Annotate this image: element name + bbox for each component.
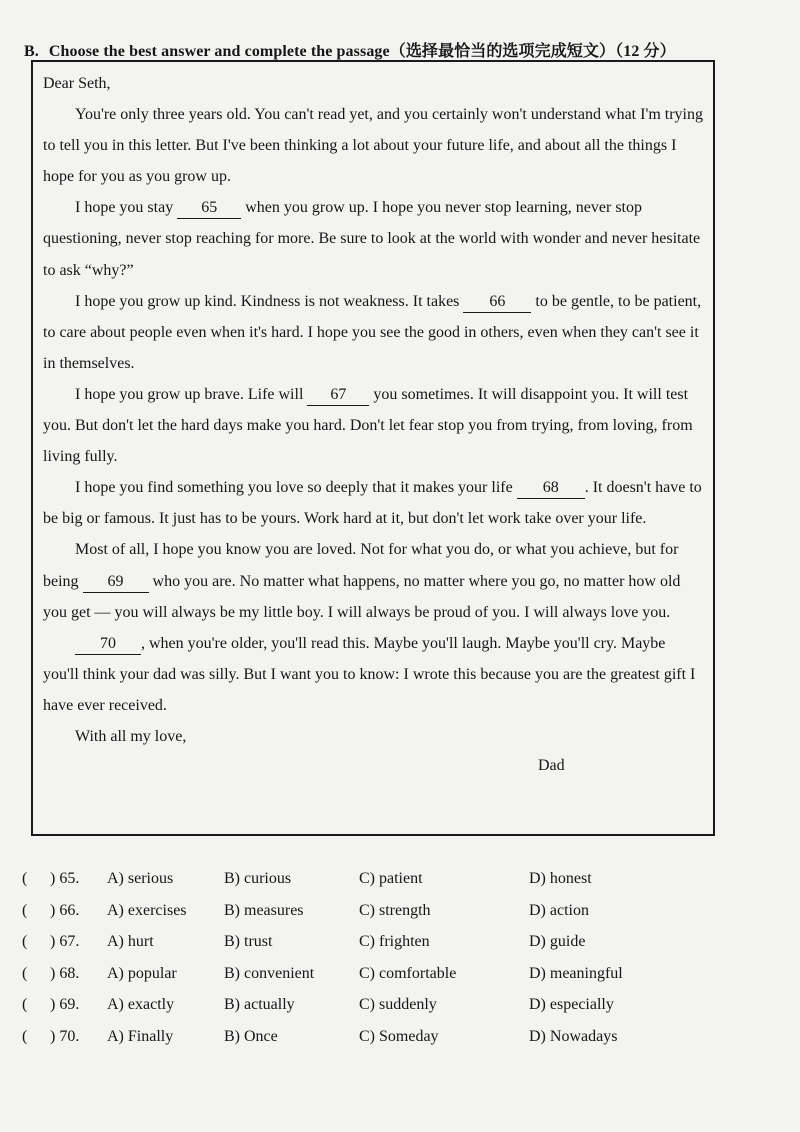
option-c: C) strength [359,901,431,919]
question-number: ) 70. [50,1027,80,1045]
paragraph-2 [43,192,705,285]
paragraph-6 [43,534,705,627]
option-a: A) Finally [107,1027,174,1045]
paragraph-1: You're only three years old. You can't read yet, and you certainly won't understand what I'm trying to tell you in this letter. But I've been thinking a lot about your future life, and about all the things I hope for you as you grow up. [43,106,703,186]
option-b: B) convenient [224,964,315,982]
section-heading [24,38,784,61]
letter-greeting: Dear Seth, [43,75,111,92]
option-d: D) Nowadays [529,1027,618,1045]
option-d: D) guide [529,933,586,951]
option-c: C) comfortable [359,964,457,982]
question-number: ) 66. [50,901,80,919]
option-b: B) Once [224,1027,278,1045]
option-d: D) action [529,901,589,919]
option-b: B) curious [224,870,292,887]
question-number: ) 67. [50,933,80,951]
option-d: D) honest [529,870,592,887]
option-a: A) exactly [107,996,175,1014]
question-row [22,996,782,1028]
blank-69: 69 [83,572,149,593]
letter-box [31,60,715,836]
paragraph-text: I hope you grow up brave. Life will [75,385,308,403]
answer-paren-open: ( [22,901,28,919]
letter-closing: With all my love, [75,727,187,745]
question-row [22,965,782,997]
option-a: A) exercises [107,901,187,919]
paragraph-3 [43,286,705,379]
paragraph-text: I hope you stay [75,199,178,217]
question-row [22,1028,782,1060]
blank-68: 68 [517,478,585,499]
answer-paren-open: ( [22,933,28,951]
answer-paren-open: ( [22,870,28,887]
section-label: B. [24,43,39,60]
answer-paren-open: ( [22,964,28,982]
paragraph-text: when you grow up. I hope you never stop learning, never stop questioning, never stop reaching for more. Be sure to look at the world with wonder and never hesitate to ask “why?” [43,199,701,279]
paragraph-text: I hope you find something you love so deeply that it makes your life [75,479,517,497]
option-d: D) especially [529,996,614,1014]
blank-66: 66 [463,292,531,313]
option-c: C) patient [359,870,423,887]
letter-content [43,68,705,781]
paragraph-5 [43,472,705,534]
paragraph-4 [43,379,705,472]
paragraph-7 [43,628,705,721]
answer-paren-open: ( [22,996,28,1014]
paragraph-text: I hope you grow up kind. Kindness is not weakness. It takes [75,292,464,310]
paragraph-text: . It doesn't have to be big or famous. It just has to be yours. Work hard at it, but don't let work take over your life. [43,479,702,528]
question-number: ) 68. [50,964,80,982]
option-c: C) suddenly [359,996,437,1014]
answer-paren-open: ( [22,1027,28,1045]
option-a: A) serious [107,870,174,887]
letter-signature: Dad [538,757,565,775]
paragraph-text: Most of all, I hope you know you are loved. Not for what you do, or what you achieve, but for being [43,541,679,590]
option-a: A) popular [107,964,177,982]
paragraph-text: who you are. No matter what happens, no matter where you go, no matter how old you get — you will always be my little boy. I will always be proud of you. I will always love you. [43,572,681,621]
option-b: B) trust [224,933,273,951]
paragraph-text: to be gentle, to be patient, to care about people even when it's hard. I hope you see the good in others, even when they can't see it in themselves. [43,292,702,372]
option-d: D) meaningful [529,964,623,982]
question-number: ) 69. [50,996,80,1014]
paragraph-text: , when you're older, you'll read this. Maybe you'll laugh. Maybe you'll cry. Maybe you'll think your dad was silly. But I want you to know: I wrote this because you are the greatest gift I have ever received. [43,634,696,714]
question-row [22,902,782,934]
option-c: C) Someday [359,1027,439,1045]
option-b: B) actually [224,996,295,1014]
blank-65: 65 [177,198,241,219]
blank-67: 67 [307,385,369,406]
option-a: A) hurt [107,933,154,951]
blank-70: 70 [75,634,141,655]
paragraph-text: you sometimes. It will disappoint you. It will test you. But don't let the hard days make you hard. Don't let fear stop you from trying, from loving, from living fully. [43,385,693,466]
option-c: C) frighten [359,933,430,951]
question-number: ) 65. [50,870,80,887]
section-instruction: Choose the best answer and complete the passage（选择最恰当的选项完成短文）（12 分） [48,43,676,60]
option-b: B) measures [224,901,304,919]
answer-options [22,870,782,1060]
question-row [22,870,782,902]
question-row [22,933,782,965]
